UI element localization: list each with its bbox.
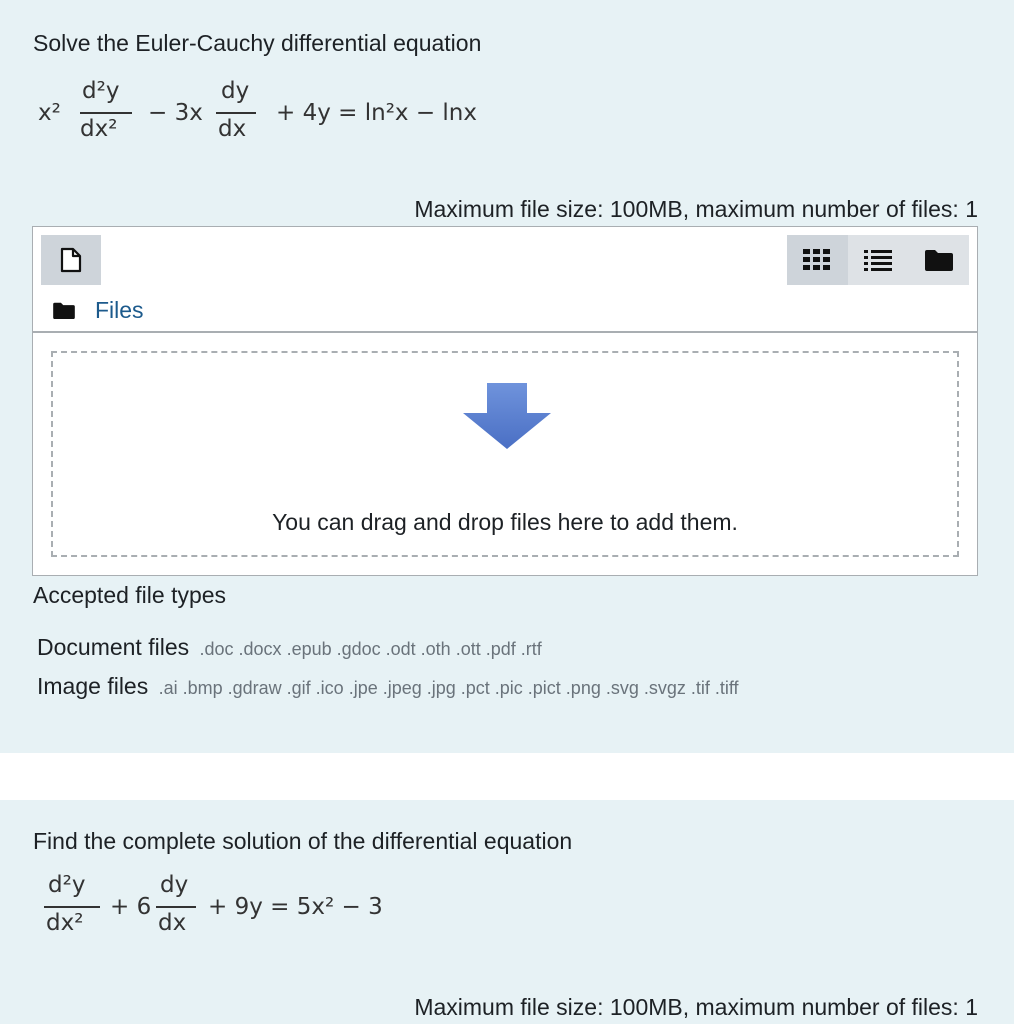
max-file-info: Maximum file size: 100MB, maximum number of files: 1 bbox=[414, 196, 978, 222]
accepted-type-document bbox=[37, 634, 542, 661]
arrow-down-icon bbox=[463, 383, 551, 451]
eq-dx2: dx² bbox=[46, 910, 84, 936]
breadcrumb-files-link[interactable]: Files bbox=[95, 297, 144, 323]
eq-dx: dx bbox=[158, 910, 187, 936]
max-file-info: Maximum file size: 100MB, maximum number of files: 1 bbox=[414, 994, 978, 1020]
view-switcher bbox=[787, 235, 969, 285]
eq-rest: + 4y = ln²x − lnx bbox=[276, 100, 477, 126]
accepted-types-title: Accepted file types bbox=[33, 582, 227, 608]
grid-icon bbox=[803, 249, 831, 271]
accepted-type-image bbox=[37, 673, 739, 700]
eq-d2y: d²y bbox=[48, 872, 86, 898]
breadcrumb bbox=[53, 297, 144, 324]
eq-dx2: dx² bbox=[80, 116, 118, 142]
view-tree-button[interactable] bbox=[908, 235, 969, 285]
drop-message: You can drag and drop files here to add them. bbox=[272, 509, 738, 535]
accepted-type-extensions: .doc .docx .epub .gdoc .odt .oth .ott .pdf .rtf bbox=[199, 639, 542, 659]
folder-icon bbox=[53, 302, 75, 319]
equation bbox=[44, 872, 464, 952]
view-list-button[interactable] bbox=[848, 235, 909, 285]
add-file-button[interactable] bbox=[41, 235, 101, 285]
eq-dx: dx bbox=[218, 116, 247, 142]
list-icon bbox=[864, 249, 892, 271]
view-icons-button[interactable] bbox=[787, 235, 848, 285]
accepted-type-label: Image files bbox=[37, 673, 149, 699]
eq-dy: dy bbox=[160, 872, 189, 898]
eq-d2y: d²y bbox=[82, 78, 120, 104]
eq-minus3x: − 3x bbox=[148, 100, 203, 126]
accepted-type-label: Document files bbox=[37, 634, 190, 660]
file-icon bbox=[60, 247, 82, 273]
eq-dy: dy bbox=[221, 78, 250, 104]
eq-plus6: + 6 bbox=[110, 894, 152, 920]
question-prompt: Find the complete solution of the differential equation bbox=[33, 828, 573, 854]
eq-x2: x² bbox=[38, 100, 61, 126]
accepted-type-extensions: .ai .bmp .gdraw .gif .ico .jpe .jpeg .jpg .pct .pic .pict .png .svg .svgz .tif .tiff bbox=[158, 678, 739, 698]
eq-rest: + 9y = 5x² − 3 bbox=[208, 894, 383, 920]
equation bbox=[38, 78, 558, 158]
file-manager bbox=[32, 226, 978, 576]
question-card-2 bbox=[0, 800, 1014, 1024]
question-prompt: Solve the Euler-Cauchy differential equation bbox=[33, 30, 482, 56]
divider bbox=[33, 331, 977, 333]
drop-zone[interactable] bbox=[51, 351, 959, 557]
folder-icon bbox=[925, 249, 953, 271]
